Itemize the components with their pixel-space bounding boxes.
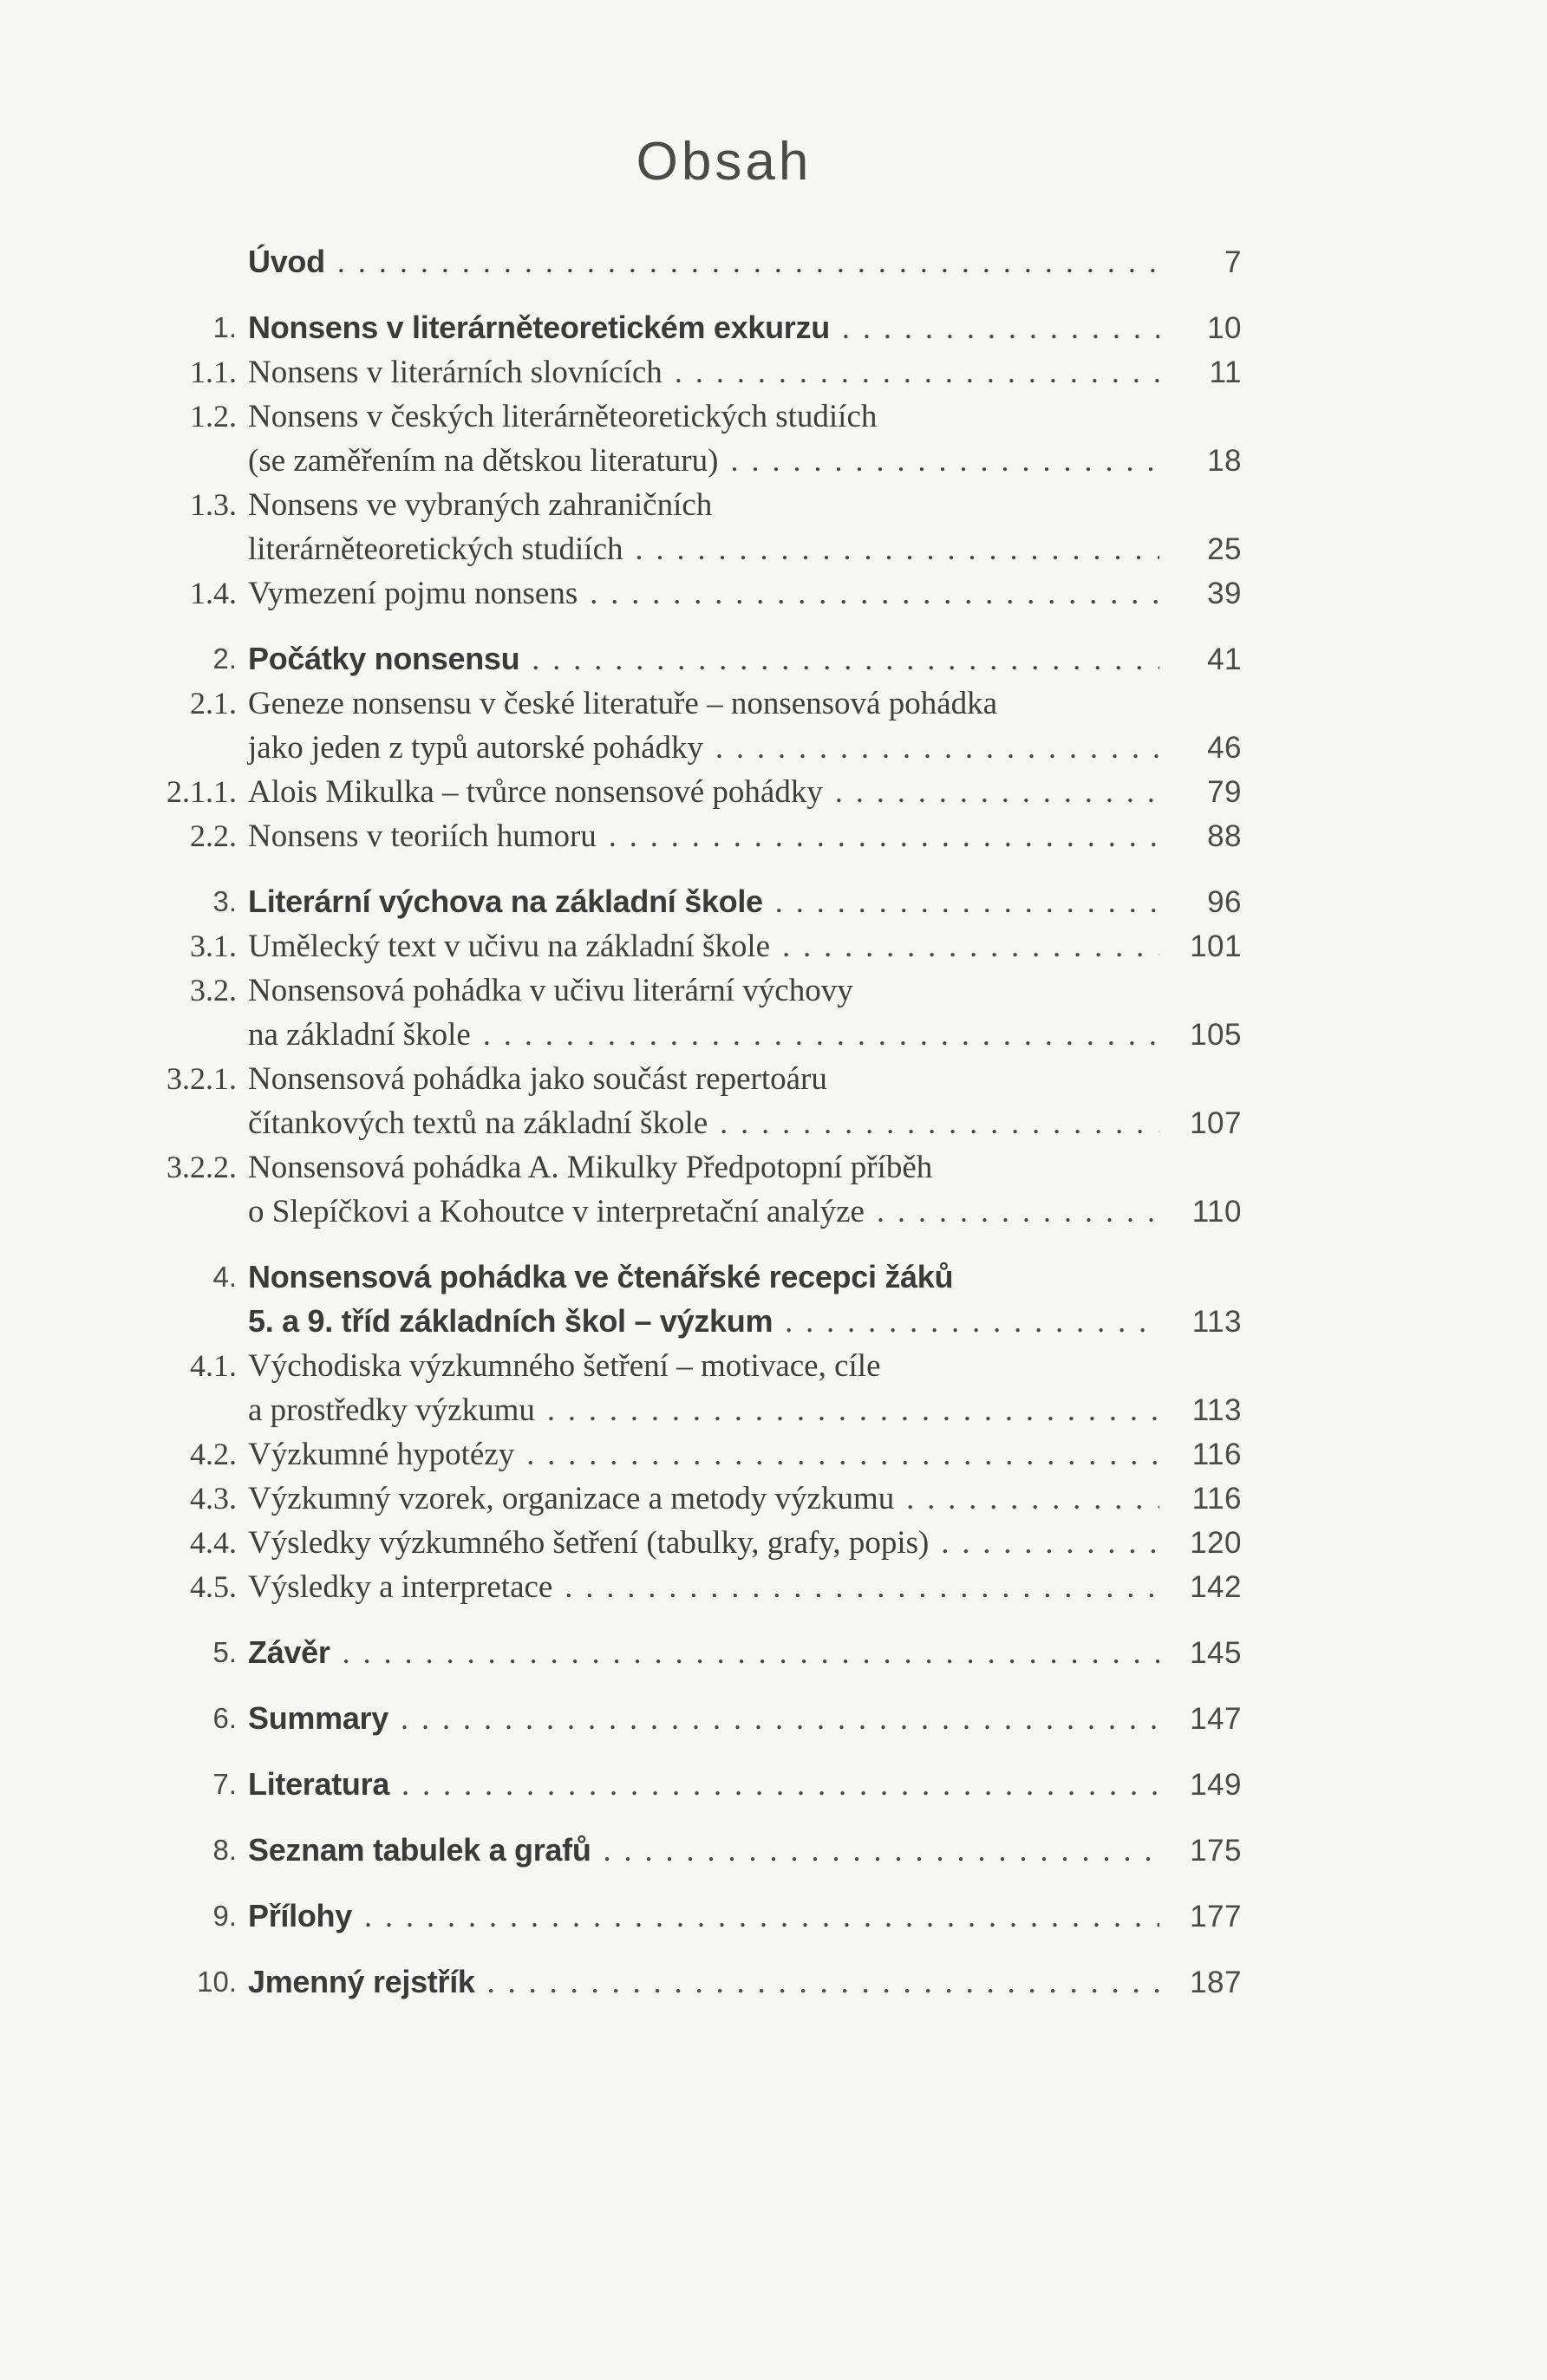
entry-text: Summary xyxy=(248,1700,388,1737)
toc-entry-line xyxy=(248,968,1242,1013)
entry-number: 1.4. xyxy=(190,576,237,611)
entry-text: literárněteoretických studiích xyxy=(248,531,623,568)
dot-leader xyxy=(401,1697,1159,1741)
entry-body xyxy=(237,1057,1242,1145)
entry-number: 10. xyxy=(197,1966,237,1999)
entry-body xyxy=(237,571,1242,616)
toc-entry xyxy=(107,1630,1242,1675)
entry-number: 1. xyxy=(212,311,237,344)
entry-number: 3.2.2. xyxy=(166,1150,237,1185)
entry-body xyxy=(237,1762,1242,1807)
toc-entry xyxy=(107,1255,1242,1344)
dot-leader xyxy=(730,439,1159,483)
entry-text: Vymezení pojmu nonsens xyxy=(248,576,578,612)
dot-leader xyxy=(906,1477,1159,1521)
toc-entry-line xyxy=(248,1894,1242,1939)
entry-body xyxy=(237,1145,1242,1234)
entry-text: Nonsens v literárních slovnících xyxy=(248,355,663,391)
entry-number: 4.5. xyxy=(190,1569,237,1605)
entry-body xyxy=(237,924,1242,968)
entry-number: 2. xyxy=(212,642,237,675)
page-number: 7 xyxy=(1224,245,1242,280)
toc-entry-line xyxy=(248,1299,1242,1344)
entry-body xyxy=(237,1894,1242,1939)
entry-body xyxy=(237,968,1242,1057)
toc-entry xyxy=(107,1477,1242,1521)
entry-text: Závěr xyxy=(248,1634,330,1671)
page-number: 101 xyxy=(1190,929,1242,964)
dot-leader xyxy=(532,637,1159,681)
toc-entry-line xyxy=(248,1959,1242,2005)
dot-leader xyxy=(590,571,1159,616)
entry-number: 1.2. xyxy=(190,399,237,434)
toc-entry-line xyxy=(248,1521,1242,1565)
entry-text: 5. a 9. tříd základních škol – výzkum xyxy=(248,1303,774,1340)
entry-text: Nonsens ve vybraných zahraničních xyxy=(248,487,713,524)
entry-body xyxy=(237,770,1242,814)
toc-entry-line xyxy=(248,1432,1242,1477)
toc-entry xyxy=(107,1521,1242,1565)
toc-entry xyxy=(107,394,1242,483)
page-title: Obsah xyxy=(636,132,813,192)
entry-number: 3.1. xyxy=(190,929,237,964)
page-number: 96 xyxy=(1207,885,1242,920)
page-number: 147 xyxy=(1190,1702,1242,1737)
toc-entry-line xyxy=(248,879,1242,924)
entry-body xyxy=(237,483,1242,571)
page-number: 79 xyxy=(1207,775,1242,810)
entry-text: Východiska výzkumného šetření – motivace, cíle xyxy=(248,1348,881,1385)
dot-leader xyxy=(337,240,1159,284)
entry-text: Literární výchova na základní škole xyxy=(248,884,763,920)
dot-leader xyxy=(842,306,1159,350)
dot-leader xyxy=(609,814,1159,858)
page-number: 39 xyxy=(1207,577,1242,611)
page-number: 46 xyxy=(1207,731,1242,766)
dot-leader xyxy=(775,880,1159,924)
toc-entry xyxy=(107,1565,1242,1609)
toc-entry xyxy=(107,1828,1242,1873)
toc-entry xyxy=(107,305,1242,350)
entry-number: 4. xyxy=(212,1261,237,1294)
entry-body xyxy=(237,879,1242,924)
entry-text: o Slepíčkovi a Kohoutce v interpretační analýze xyxy=(248,1194,865,1230)
toc-entry-line xyxy=(248,394,1242,439)
toc-entry-line xyxy=(248,439,1242,483)
entry-number: 8. xyxy=(212,1834,237,1867)
page-number: 149 xyxy=(1190,1768,1242,1803)
dot-leader xyxy=(877,1190,1159,1234)
toc-entry xyxy=(107,770,1242,814)
toc-entry xyxy=(107,924,1242,968)
toc-entry xyxy=(107,1145,1242,1234)
entry-number xyxy=(107,239,237,284)
page-number: 110 xyxy=(1191,1195,1242,1229)
dot-leader xyxy=(782,924,1159,968)
dot-leader xyxy=(364,1894,1159,1939)
entry-number: 4.3. xyxy=(190,1481,237,1516)
toc-entry-line xyxy=(248,1565,1242,1609)
page-number: 187 xyxy=(1190,1966,1242,2000)
toc-entry xyxy=(107,1057,1242,1145)
entry-body xyxy=(237,636,1242,681)
toc-entry xyxy=(107,571,1242,616)
entry-number: 5. xyxy=(212,1636,237,1669)
dot-leader xyxy=(343,1631,1159,1675)
dot-leader xyxy=(941,1521,1159,1565)
toc-entry xyxy=(107,1432,1242,1477)
entry-body xyxy=(237,1696,1242,1741)
entry-text: Umělecký text v učivu na základní škole xyxy=(248,929,771,965)
page-number: 116 xyxy=(1191,1482,1242,1516)
toc-entry xyxy=(107,239,1242,284)
toc-entry-line xyxy=(248,1013,1242,1057)
entry-body xyxy=(237,1344,1242,1432)
entry-text: čítankových textů na základní škole xyxy=(248,1105,708,1142)
entry-text: Geneze nonsensu v české literatuře – nonsensová pohádka xyxy=(248,686,998,722)
entry-text: Úvod xyxy=(248,244,325,280)
toc-entry xyxy=(107,483,1242,571)
toc-entry-line xyxy=(248,1828,1242,1873)
toc-entry-line xyxy=(248,527,1242,571)
entry-text: Výsledky výzkumného šetření (tabulky, grafy, popis) xyxy=(248,1525,930,1562)
toc-entry-line xyxy=(248,1762,1242,1807)
entry-number: 2.1.1. xyxy=(166,774,237,810)
toc-entry-line xyxy=(248,1145,1242,1190)
dot-leader xyxy=(565,1565,1159,1609)
toc-entry-line xyxy=(248,1101,1242,1145)
toc-entry-line xyxy=(248,924,1242,968)
toc-entry xyxy=(107,814,1242,858)
dot-leader xyxy=(835,770,1159,814)
toc-entry-line xyxy=(248,1057,1242,1101)
toc-entry xyxy=(107,1344,1242,1432)
entry-body xyxy=(237,1521,1242,1565)
toc-entry-line xyxy=(248,636,1242,681)
dot-leader xyxy=(715,726,1159,770)
toc-entry-line xyxy=(248,305,1242,350)
dot-leader xyxy=(604,1829,1159,1873)
dot-leader xyxy=(547,1388,1159,1432)
entry-number: 7. xyxy=(212,1768,237,1801)
entry-number: 4.4. xyxy=(190,1525,237,1561)
entry-body xyxy=(237,1255,1242,1344)
toc-entry xyxy=(107,636,1242,681)
entry-body xyxy=(237,1477,1242,1521)
toc-entry-line xyxy=(248,239,1242,284)
page-number: 175 xyxy=(1190,1834,1242,1868)
entry-text: a prostředky výzkumu xyxy=(248,1392,535,1429)
page-number: 10 xyxy=(1207,311,1242,346)
entry-text: Výsledky a interpretace xyxy=(248,1569,553,1606)
dot-leader xyxy=(401,1763,1159,1807)
entry-number: 2.1. xyxy=(190,686,237,721)
page-number: 120 xyxy=(1190,1526,1242,1561)
entry-number: 3.2.1. xyxy=(166,1061,237,1097)
dot-leader xyxy=(785,1300,1159,1344)
toc-entry xyxy=(107,1959,1242,2005)
entry-body xyxy=(237,1959,1242,2005)
toc-entry-line xyxy=(248,1696,1242,1741)
page-number: 113 xyxy=(1191,1305,1242,1340)
page-number: 145 xyxy=(1190,1636,1242,1671)
toc-entry-line xyxy=(248,1630,1242,1675)
entry-text: Alois Mikulka – tvůrce nonsensové pohádky xyxy=(248,774,823,811)
entry-text: Výzkumný vzorek, organizace a metody výzkumu xyxy=(248,1481,895,1517)
entry-text: Jmenný rejstřík xyxy=(248,1964,475,2000)
entry-number: 4.1. xyxy=(190,1348,237,1384)
toc-entry xyxy=(107,879,1242,924)
toc-entry xyxy=(107,1762,1242,1807)
entry-body xyxy=(237,394,1242,483)
entry-number: 1.1. xyxy=(190,355,237,390)
page-number: 142 xyxy=(1190,1570,1242,1605)
page-number: 113 xyxy=(1191,1393,1242,1428)
entry-body xyxy=(237,1432,1242,1477)
entry-body xyxy=(237,350,1242,394)
entry-number: 4.2. xyxy=(190,1437,237,1472)
toc-entry xyxy=(107,350,1242,394)
entry-body xyxy=(237,239,1242,284)
entry-body xyxy=(237,814,1242,858)
page-number: 18 xyxy=(1207,444,1242,479)
entry-text: Nonsens v literárněteoretickém exkurzu xyxy=(248,310,830,346)
dot-leader xyxy=(483,1013,1159,1057)
dot-leader xyxy=(636,527,1159,571)
entry-body xyxy=(237,681,1242,770)
page-number: 107 xyxy=(1190,1106,1242,1141)
entry-text: na základní škole xyxy=(248,1017,471,1053)
page-number: 177 xyxy=(1190,1900,1242,1934)
entry-text: Nonsens v českých literárněteoretických studiích xyxy=(248,399,878,435)
entry-text: Nonsensová pohádka v učivu literární výchovy xyxy=(248,973,853,1009)
entry-body xyxy=(237,1828,1242,1873)
toc-entry-line xyxy=(248,1388,1242,1432)
page-number: 116 xyxy=(1191,1438,1242,1472)
entry-number: 3. xyxy=(212,885,237,918)
entry-number: 9. xyxy=(212,1900,237,1933)
page-number: 11 xyxy=(1209,355,1242,390)
page-number: 88 xyxy=(1207,819,1242,854)
dot-leader xyxy=(675,350,1159,394)
toc-entry-line xyxy=(248,571,1242,616)
page-number: 105 xyxy=(1190,1018,1242,1053)
entry-text: Přílohy xyxy=(248,1898,352,1934)
toc-entry xyxy=(107,1696,1242,1741)
entry-text: Výzkumné hypotézy xyxy=(248,1437,515,1473)
entry-text: Počátky nonsensu xyxy=(248,641,520,677)
entry-number: 3.2. xyxy=(190,973,237,1008)
toc-entry xyxy=(107,968,1242,1057)
toc-entry-line xyxy=(248,350,1242,394)
toc-entry-line xyxy=(248,1255,1242,1299)
entry-text: jako jeden z typů autorské pohádky xyxy=(248,730,704,766)
toc-entry-line xyxy=(248,483,1242,527)
toc-entry-line xyxy=(248,726,1242,770)
page-number: 41 xyxy=(1207,642,1242,677)
entry-text: Nonsensová pohádka A. Mikulky Předpotopní příběh xyxy=(248,1150,933,1186)
entry-body xyxy=(237,305,1242,350)
entry-text: Nonsens v teoriích humoru xyxy=(248,818,597,855)
toc-entry-line xyxy=(248,814,1242,858)
dot-leader xyxy=(720,1101,1159,1145)
toc-entry xyxy=(107,681,1242,770)
toc-entry-line xyxy=(248,1190,1242,1234)
toc-entry-line xyxy=(248,770,1242,814)
entry-body xyxy=(237,1565,1242,1609)
entry-text: (se zaměřením na dětskou literaturu) xyxy=(248,443,719,479)
entry-number: 6. xyxy=(212,1702,237,1735)
dot-leader xyxy=(487,1960,1159,2005)
entry-text: Seznam tabulek a grafů xyxy=(248,1832,591,1868)
toc-entry-line xyxy=(248,1477,1242,1521)
toc-entry xyxy=(107,1894,1242,1939)
toc-entry-line xyxy=(248,681,1242,726)
entry-text: Nonsensová pohádka jako součást repertoáru xyxy=(248,1061,827,1098)
toc-entry-line xyxy=(248,1344,1242,1388)
entry-text: Nonsensová pohádka ve čtenářské recepci žáků xyxy=(248,1259,954,1295)
toc-list xyxy=(107,239,1242,2005)
entry-body xyxy=(237,1630,1242,1675)
entry-text: Literatura xyxy=(248,1766,390,1803)
page-number: 25 xyxy=(1207,532,1242,567)
entry-number: 2.2. xyxy=(190,818,237,854)
entry-number: 1.3. xyxy=(190,487,237,523)
dot-leader xyxy=(526,1432,1159,1477)
